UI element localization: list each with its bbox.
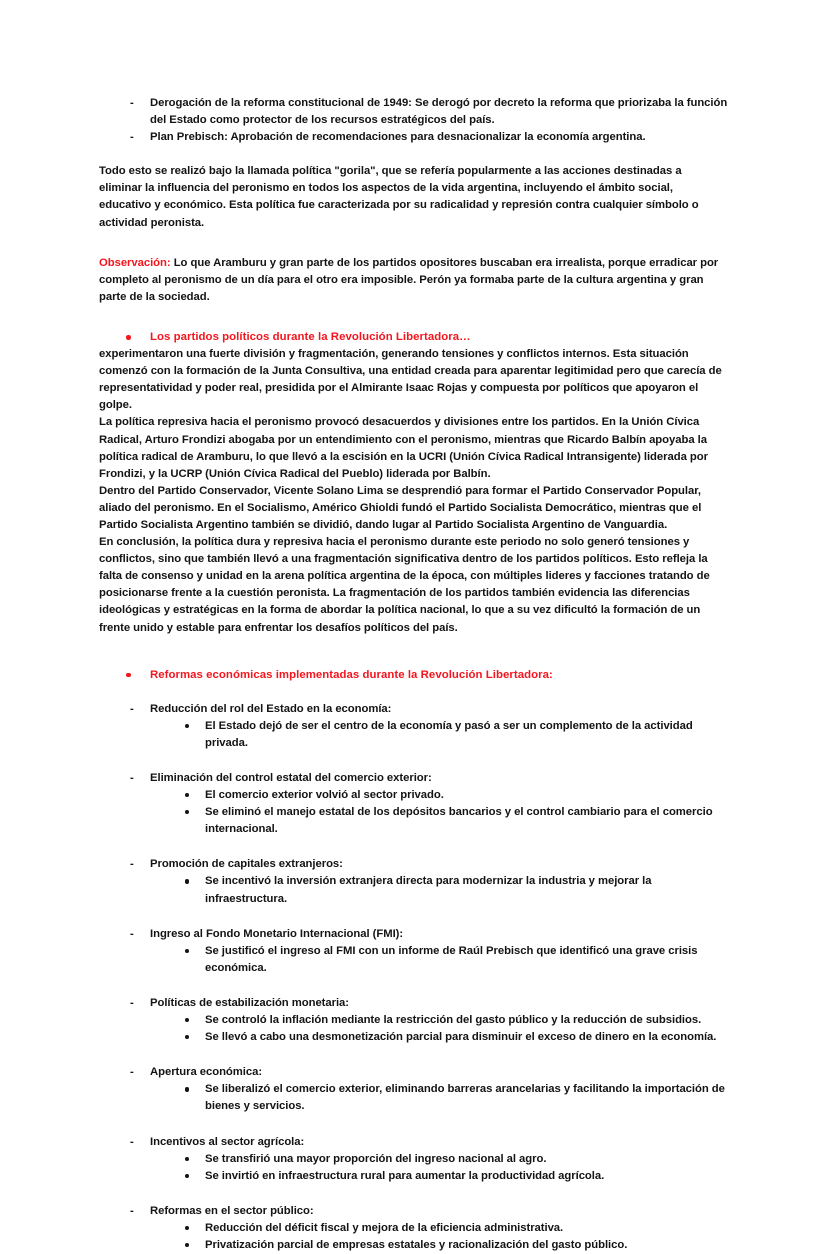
top-measures-list (99, 95, 728, 146)
list-item (99, 787, 728, 804)
list-item (99, 1029, 728, 1046)
dash-marker: - (130, 772, 134, 784)
list-item-text: Se liberalizó el comercio exterior, eliminando barreras arancelarias y facilitando la importación de bienes y servicios. (205, 1083, 725, 1113)
list-item-text: Se transfirió una mayor proporción del ingreso nacional al agro. (205, 1152, 547, 1165)
reform-title (99, 926, 728, 943)
list-item (99, 804, 728, 838)
reform-points (99, 787, 728, 838)
dash-marker: - (130, 858, 134, 871)
bullet-dot-icon (185, 949, 189, 953)
reform-block (99, 1064, 728, 1115)
list-item (99, 1012, 728, 1029)
list-item (99, 95, 728, 129)
reform-title (99, 1064, 728, 1081)
partidos-paragraph-3: Dentro del Partido Conservador, Vicente Solano Lima se desprendió para formar el Partido Conservador Popular, aliado del peronismo. En el Socialismo, Américo Ghioldi fundó el Partido Socialista Democrático, mientras que el Partido Socialista Argentino también se dividió, dando lugar al Partido Socialista Argentino de Vanguardia. (99, 484, 702, 531)
list-item-text: Se incentivó la inversión extranjera directa para modernizar la industria y mejorar la infraestructura. (205, 875, 652, 905)
spacer (99, 232, 728, 255)
partidos-paragraph-1: experimentaron una fuerte división y fragmentación, generando tensiones y conflictos internos. Esta situación comenzó con la formación de la Junta Consultiva, una entidad creada para aparentar legitimidad pero que carecía de representatividad y poder real, presidida por el Almirante Isaac Rojas y compuesta por políticos que apoyaron el golpe. (99, 348, 722, 412)
list-item-text: Se invirtió en infraestructura rural para aumentar la productividad agrícola. (205, 1169, 605, 1182)
reform-block (99, 995, 728, 1046)
dash-marker: - (130, 97, 134, 109)
partidos-paragraph-2: La política represiva hacia el peronismo provocó desacuerdos y divisiones entre los partidos. En la Unión Cívica Radical, Arturo Frondizi abogaba por un entendimiento con el peronismo, mientras que Ricardo Balbín apoyaba la política radical de Aramburu, lo que llevó a la escisión en la UCRI (Unión Cívica Radical Intransigente) liderada por Frondizi, y la UCRP (Unión Cívica Radical del Pueblo) liderada por Balbín. (99, 416, 708, 480)
spacer (99, 306, 728, 329)
heading-text: Los partidos políticos durante la Revolución Libertadora… (150, 330, 471, 343)
dash-marker: - (130, 996, 134, 1009)
list-item-text: El Estado dejó de ser el centro de la economía y pasó a ser un complemento de la actividad privada. (205, 719, 693, 749)
bullet-dot-icon (185, 1243, 189, 1247)
bullet-dot-icon (185, 724, 189, 728)
reform-points (99, 1081, 728, 1115)
bullet-dot-icon (185, 1174, 189, 1178)
list-item-text: Reducción del déficit fiscal y mejora de la eficiencia administrativa. (205, 1221, 564, 1234)
reform-block (99, 856, 728, 907)
dash-marker: - (130, 1204, 134, 1217)
spacer (99, 637, 728, 667)
reform-title-text: Incentivos al sector agrícola: (150, 1135, 305, 1148)
reform-title-text: Eliminación del control estatal del comercio exterior: (150, 772, 432, 784)
reform-title-text: Promoción de capitales extranjeros: (150, 858, 343, 871)
reform-title (99, 1203, 728, 1220)
bullet-dot-icon (185, 879, 189, 883)
bullet-dot-icon (185, 1157, 189, 1161)
bullet-dot-icon (185, 810, 189, 814)
list-item (99, 1237, 728, 1254)
reform-title-text: Apertura económica: (150, 1066, 263, 1079)
reform-block (99, 1203, 728, 1254)
reform-points (99, 873, 728, 907)
reform-block (99, 926, 728, 977)
reform-title (99, 1134, 728, 1151)
list-item (99, 129, 728, 146)
list-item-text: Se eliminó el manejo estatal de los depósitos bancarios y el control cambiario para el comercio internacional. (205, 806, 713, 836)
reform-title (99, 856, 728, 873)
partidos-paragraph-4: En conclusión, la política dura y represiva hacia el peronismo durante este periodo no solo generó tensiones y conflictos, sino que también llevó a una fragmentación significativa dentro de los partidos políticos. Esto refleja la falta de consenso y unidad en la arena política argentina de la época, con múltiples lideres y facciones tratando de posicionarse frente a la cuestión peronista. La fragmentación de los partidos también evidencia las diferencias ideológicas y estratégicas en la forma de abordar la política nacional, lo que a su vez dificultó la formación de un frente unido y estable para enfrentar los desafíos políticos del país. (99, 536, 710, 634)
bullet-dot-icon (126, 673, 131, 678)
spacer (99, 146, 728, 163)
list-item-text: Se justificó el ingreso al FMI con un informe de Raúl Prebisch que identificó una grave crisis económica. (205, 944, 698, 974)
list-item (99, 1168, 728, 1185)
reform-title (99, 770, 728, 787)
dash-marker: - (130, 1135, 134, 1148)
list-item-text: Privatización parcial de empresas estatales y racionalización del gasto público. (205, 1238, 628, 1251)
reform-title-text: Reducción del rol del Estado en la economía: (150, 702, 392, 715)
heading-text: Reformas económicas implementadas durante la Revolución Libertadora: (150, 668, 553, 681)
gorila-paragraph: Todo esto se realizó bajo la llamada política "gorila", que se refería popularmente a las acciones destinadas a eliminar la influencia del peronismo en todos los aspectos de la vida argentina, incluyendo el ámbito social, educativo y económico. Esta política fue caracterizada por su radicalidad y represión contra cualquier símbolo o actividad peronista. (99, 165, 699, 229)
observacion-text: Lo que Aramburu y gran parte de los partidos opositores buscaban era irrealista, porque erradicar por completo al peronismo de un día para el otro era imposible. Perón ya formaba parte de la cultura argentina y gran parte de la sociedad. (99, 256, 719, 303)
reform-points (99, 1220, 728, 1254)
heading-partidos-politicos (99, 329, 728, 346)
observacion-label: Observación: (99, 256, 171, 269)
bullet-dot-icon (185, 1226, 189, 1230)
dash-marker: - (130, 1066, 134, 1079)
bullet-dot-icon (185, 793, 189, 797)
list-item (99, 943, 728, 977)
reform-points (99, 943, 728, 977)
reform-title-text: Reformas en el sector público: (150, 1204, 314, 1217)
bullet-dot-icon (185, 1087, 189, 1091)
reform-title-text: Políticas de estabilización monetaria: (150, 996, 349, 1009)
spacer (99, 684, 728, 701)
reform-title (99, 995, 728, 1012)
dash-marker: - (130, 131, 134, 144)
heading-reformas-economicas (99, 667, 728, 684)
reform-title-text: Ingreso al Fondo Monetario Internacional (FMI): (150, 927, 404, 940)
bullet-dot-icon (185, 1018, 189, 1022)
list-item (99, 1220, 728, 1237)
reform-points (99, 718, 728, 752)
list-item (99, 1081, 728, 1115)
list-item (99, 873, 728, 907)
list-item-text: Se controló la inflación mediante la restricción del gasto público y la reducción de subsidios. (205, 1014, 702, 1027)
reform-block (99, 701, 728, 752)
list-item-text: Plan Prebisch: Aprobación de recomendaciones para desnacionalizar la economía argentina. (150, 131, 646, 144)
observacion-paragraph (99, 255, 728, 306)
bullet-dot-icon (185, 1035, 189, 1039)
dash-marker: - (130, 702, 134, 715)
list-item (99, 1151, 728, 1168)
reform-block (99, 1134, 728, 1185)
reform-points (99, 1012, 728, 1046)
reformas-list (99, 701, 728, 1254)
list-item-text: Se llevó a cabo una desmonetización parcial para disminuir el exceso de dinero en la economía. (205, 1031, 717, 1044)
list-item (99, 718, 728, 752)
list-item-text: Derogación de la reforma constitucional de 1949: Se derogó por decreto la reforma que priorizaba la función del Estado como protector de los recursos estratégicos del país. (150, 97, 728, 127)
bullet-dot-icon (126, 335, 131, 340)
reform-title (99, 701, 728, 718)
dash-marker: - (130, 927, 134, 940)
reform-points (99, 1151, 728, 1185)
reform-block (99, 770, 728, 838)
list-item-text: El comercio exterior volvió al sector privado. (205, 789, 444, 802)
